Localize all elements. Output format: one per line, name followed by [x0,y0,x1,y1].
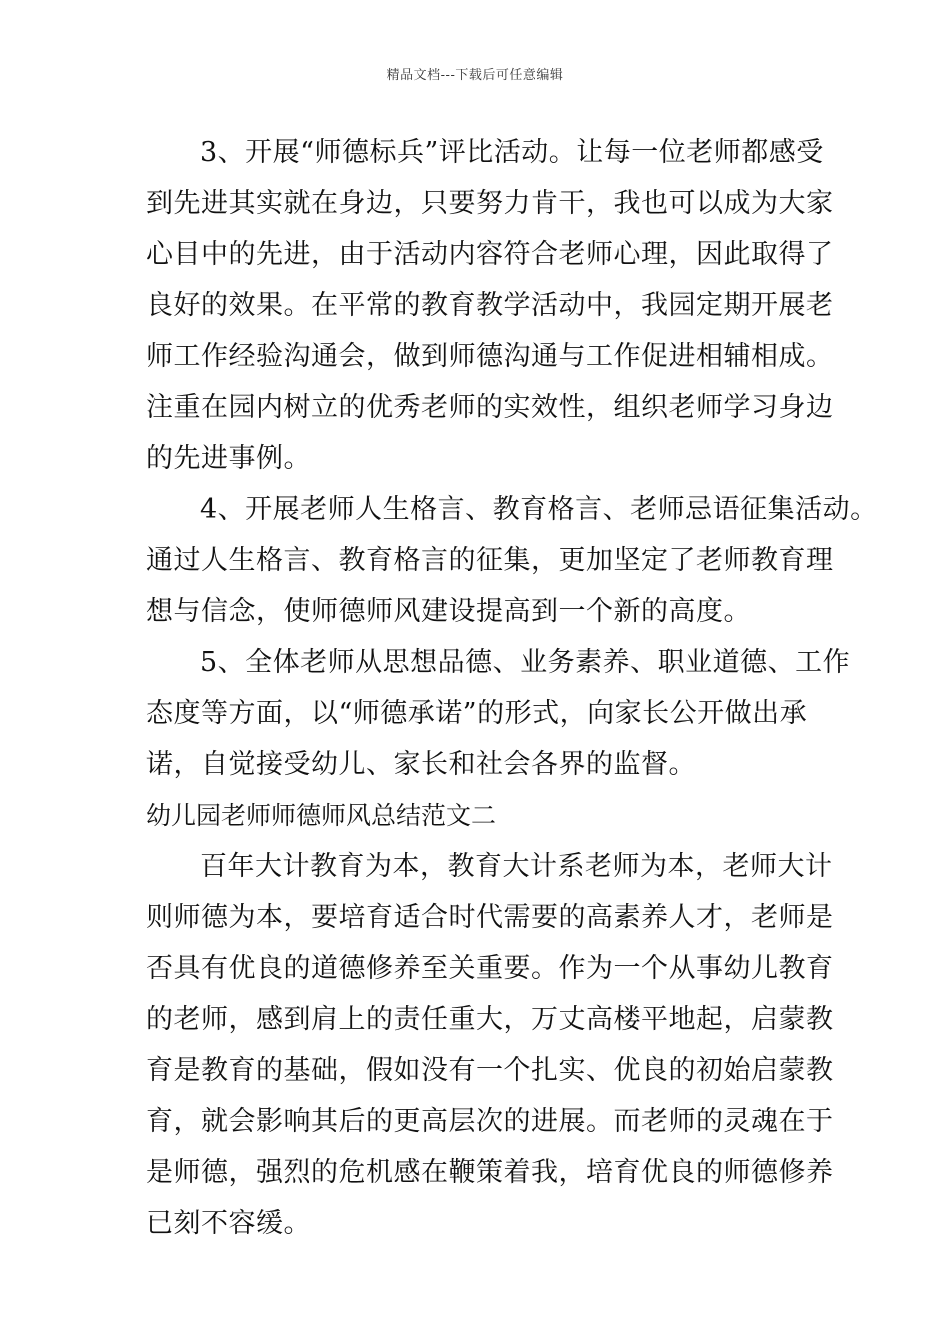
paragraph-line: 想与信念，使师德师风建设提高到一个新的高度。 [146,596,751,627]
page-header: 精品文档---下载后可任意编辑 [386,68,564,83]
paragraph-line: 诺，自觉接受幼儿、家长和社会各界的监督。 [146,749,696,780]
paragraph-line: 已刻不容缓。 [146,1208,311,1239]
paragraph-line: 良好的效果。在平常的教育教学活动中，我园定期开展老 [146,290,834,321]
document-body [146,127,878,1249]
paragraph-line: 通过人生格言、教育格言的征集，更加坚定了老师教育理 [146,545,834,576]
section-paragraph [146,841,834,1249]
paragraph-line: 的先进事例。 [146,443,311,474]
paragraph-line: 态度等方面，以“师德承诺”的形式，向家长公开做出承 [146,698,808,729]
paragraph-line: 的老师，感到肩上的责任重大，万丈高楼平地起，启蒙教 [146,1004,834,1035]
paragraph-line: 3、开展“师德标兵”评比活动。让每一位老师都感受 [200,137,824,168]
paragraph-line: 4、开展老师人生格言、教育格言、老师忌语征集活动。 [200,494,878,525]
paragraph-3 [146,127,834,484]
paragraph-4 [146,484,878,637]
section-title: 幼儿园老师师德师风总结范文二 [146,801,497,830]
paragraph-line: 师工作经验沟通会，做到师德沟通与工作促进相辅相成。 [146,341,834,372]
paragraph-line: 是师德，强烈的危机感在鞭策着我，培育优良的师德修养 [146,1157,834,1188]
paragraph-line: 到先进其实就在身边，只要努力肯干，我也可以成为大家 [146,188,834,219]
paragraph-line: 注重在园内树立的优秀老师的实效性，组织老师学习身边 [146,392,834,423]
paragraph-line: 心目中的先进，由于活动内容符合老师心理，因此取得了 [146,239,834,270]
paragraph-line: 育，就会影响其后的更高层次的进展。而老师的灵魂在于 [146,1106,834,1137]
paragraph-line: 5、全体老师从思想品德、业务素养、职业道德、工作 [200,647,851,678]
paragraph-line: 百年大计教育为本，教育大计系老师为本，老师大计 [200,851,833,882]
paragraph-5 [146,637,851,790]
paragraph-line: 否具有优良的道德修养至关重要。作为一个从事幼儿教育 [146,953,834,984]
paragraph-line: 则师德为本，要培育适合时代需要的高素养人才，老师是 [146,902,834,933]
paragraph-line: 育是教育的基础，假如没有一个扎实、优良的初始启蒙教 [146,1055,834,1086]
